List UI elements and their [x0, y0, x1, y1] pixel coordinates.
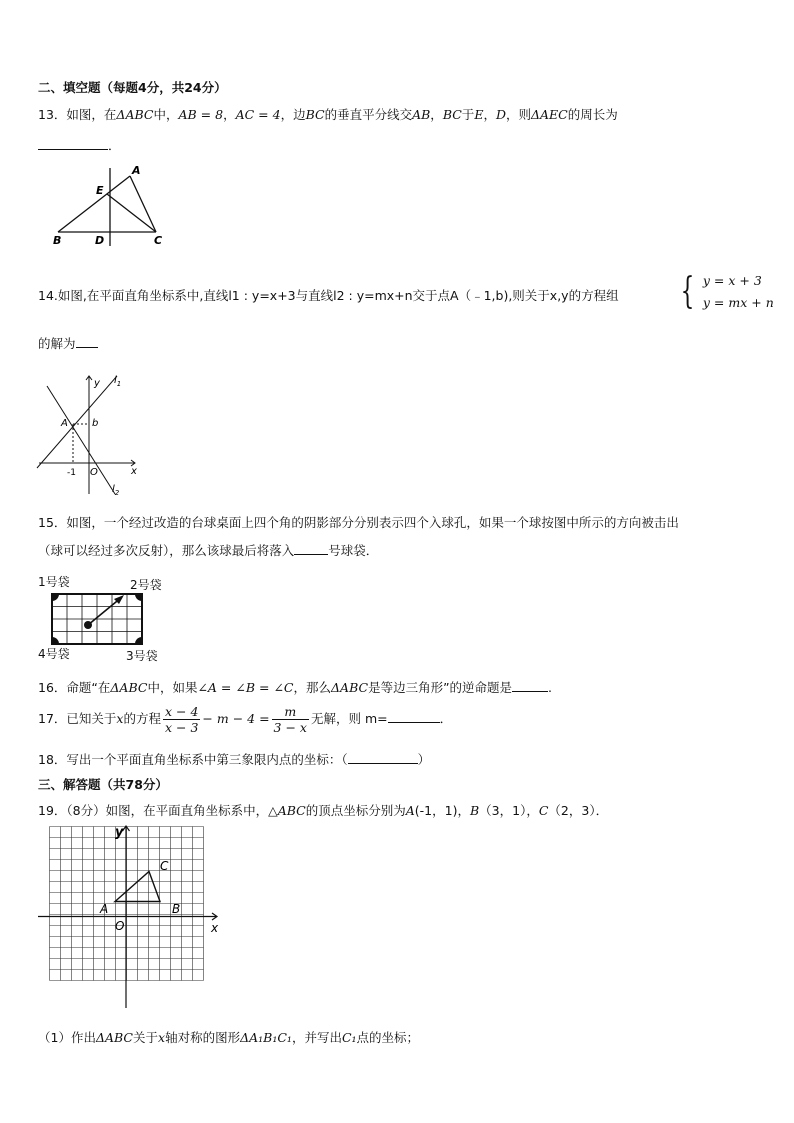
q17-middle: − m − 4 = [202, 711, 270, 726]
q19-label-B: B [172, 902, 181, 916]
q19-abc: ABC [277, 803, 306, 818]
q19-sub1-d: ，并写出 [291, 1030, 342, 1045]
q17-text-c: 无解，则 m= [310, 711, 388, 726]
q16-end: . [548, 680, 553, 695]
q13-answer-blank[interactable] [38, 137, 108, 150]
q13-label-E: E [96, 184, 104, 197]
q14-label-y: y [94, 378, 100, 389]
q13-label-D: D [95, 234, 105, 247]
q17-frac1-denominator: x − 3 [164, 720, 199, 735]
q19-label-x: x [211, 921, 219, 935]
question-16-text [38, 678, 552, 696]
q14-line-l2 [47, 386, 115, 494]
question-14-text [38, 286, 619, 304]
question-17-text [38, 700, 452, 738]
q14-label-l2: $l_2$ [112, 484, 120, 497]
q16-angles: ∠A = ∠B = ∠C [197, 680, 294, 695]
q13-label-A: A [132, 164, 141, 177]
q15-pocket-4 [52, 637, 59, 644]
q16-text-a: 16．命题“在 [38, 680, 111, 695]
section-title-solve: 三、解答题（共78分） [38, 777, 168, 792]
q14-label-l1: $l_1$ [114, 375, 122, 388]
q19-label-C: C [160, 859, 169, 873]
q14-line2 [38, 334, 98, 352]
q17-answer-blank[interactable] [388, 710, 440, 723]
q13-text-d: 的垂直平分线交 [324, 107, 413, 122]
q13-answer-line [38, 136, 121, 154]
q14-label-O: O [90, 467, 98, 478]
q13-text-c: ，边 [280, 107, 306, 122]
q13-label-C: C [154, 234, 163, 247]
q14-label-b: b [92, 418, 99, 429]
q14-eq2: y = mx + n [702, 295, 774, 310]
q18-text: 18．写出一个平面直角坐标系中第三象限内点的坐标：（ [38, 752, 348, 767]
q17-x: x [116, 711, 124, 726]
q13-segment-ec [107, 194, 156, 232]
q19-sub1-c1: C₁ [341, 1030, 357, 1045]
q19-coord-b: （3，1） [479, 803, 527, 818]
q14-label-x: x [131, 466, 137, 477]
q14-text: 如图,在平面直角坐标系中,直线l1 : y=x+3与直线l2 : y=mx+n交于点A（﹣1,b),则关于x,y的方程组 [57, 288, 619, 303]
q19-sub1-e: 点的坐标； [356, 1030, 420, 1045]
q13-ab: AB [412, 107, 431, 122]
q13-text-g: 的周长为 [567, 107, 618, 122]
q14-equation-system [676, 270, 774, 318]
q13-aec: ΔAEC [531, 107, 568, 122]
q14-number: 14. [38, 288, 58, 303]
q13-sep1: ， [223, 107, 236, 122]
q13-eq-ab: AB = 8 [178, 107, 224, 122]
q17-text-a: 17．已知关于 [38, 711, 117, 726]
q17-end: ． [439, 711, 453, 726]
q19-label-O: O [115, 919, 125, 933]
q17-fraction-1 [163, 704, 200, 735]
q17-frac2-denominator: 3 − x [273, 720, 307, 735]
q13-text-b: 中， [153, 107, 179, 122]
q13-end: ． [108, 138, 121, 153]
q15-answer-blank[interactable] [294, 542, 328, 555]
q14-label-neg1: -1 [67, 468, 76, 478]
q16-triangle: ΔABC [110, 680, 148, 695]
q14-brace: { [680, 271, 695, 312]
q17-text-b: 的方程 [123, 711, 161, 726]
q16-text-d: 是等边三角形”的逆命题是 [368, 680, 513, 695]
q16-answer-blank[interactable] [512, 679, 548, 692]
q19-sub1-a: （1）作出 [38, 1030, 96, 1045]
question-13-text [38, 105, 618, 123]
q13-sep2: ， [430, 107, 443, 122]
q14-eq1: y = x + 3 [702, 273, 762, 288]
q15-pocket-2 [135, 594, 142, 601]
q15-billiard-table [50, 592, 144, 646]
q15-bag3-label: 3号袋 [126, 649, 158, 663]
q16-text-c: ，那么 [293, 680, 332, 695]
q13-label-B: B [53, 234, 62, 247]
q14-answer-blank[interactable] [76, 335, 98, 348]
q13-text-f: ，则 [505, 107, 531, 122]
q13-bc2: BC [442, 107, 462, 122]
q13-side-ac [130, 176, 156, 232]
q15-pocket-1 [52, 594, 59, 601]
q13-sep3: ， [483, 107, 496, 122]
q19-A: A [405, 803, 415, 818]
q16-triangle2: ΔABC [331, 680, 369, 695]
q17-fraction-2 [272, 704, 309, 735]
q15-line2-b: 号球袋． [328, 543, 379, 558]
q14-coordinate-figure [35, 366, 145, 500]
q15-bag2-label: 2号袋 [130, 578, 162, 592]
q19-sep2: ， [526, 803, 539, 818]
q15-pocket-3 [135, 637, 142, 644]
q19-text-b: 的顶点坐标分别为 [305, 803, 406, 818]
q15-bag1-label: 1号袋 [38, 575, 70, 589]
q18-answer-blank[interactable] [348, 751, 418, 764]
q19-label-A: A [100, 902, 109, 916]
q13-triangle-figure [48, 160, 178, 250]
q13-text-e: 于 [461, 107, 475, 122]
q17-frac2-numerator: m [272, 704, 309, 720]
question-19-text [38, 801, 608, 819]
q13-eq-ac: AC = 4 [235, 107, 281, 122]
q19-sep1: ， [457, 803, 470, 818]
q15-line2-a: （球可以经过多次反射），那么该球最后将落入 [38, 543, 295, 558]
q13-D: D [495, 107, 506, 122]
q13-triangle: ΔABC [116, 107, 154, 122]
q15-line2 [38, 541, 378, 559]
q19-C: C [538, 803, 549, 818]
q19-coord-a: (-1，1) [414, 803, 458, 818]
q13-E: E [474, 107, 484, 122]
q19-sub1-c: 轴对称的图形 [165, 1030, 241, 1045]
q15-line1: 15．如图，一个经过改造的台球桌面上四个角的阴影部分分别表示四个入球孔，如果一个球按图中所示的方向被击出 [38, 515, 679, 530]
q17-frac1-numerator: x − 4 [164, 704, 199, 719]
q15-bag4-label: 4号袋 [38, 647, 70, 661]
q19-grid-figure [36, 822, 226, 1012]
q13-text-a: 如图，在 [66, 107, 117, 122]
q19-sub1-x: x [158, 1030, 166, 1045]
q19-coord-c: （2，3）． [548, 803, 609, 818]
question-18-text [38, 750, 430, 768]
q14-line2-text: 的解为 [38, 336, 76, 351]
q19-text-a: 19．（8分）如图，在平面直角坐标系中，△ [38, 803, 278, 818]
q15-ball [84, 621, 92, 629]
q19-B: B [469, 803, 480, 818]
q18-end: ） [417, 752, 431, 767]
q19-label-y: y [115, 825, 124, 840]
q14-label-A: A [61, 418, 68, 429]
q19-sub1-triangle2: ΔA₁B₁C₁ [240, 1030, 292, 1045]
q16-text-b: 中，如果 [147, 680, 198, 695]
q19-sub1-triangle: ΔABC [95, 1030, 133, 1045]
q19-subquestion-1 [38, 1028, 419, 1046]
q19-sub1-b: 关于 [133, 1030, 159, 1045]
section-title-fill-in: 二、填空题（每题4分，共24分） [38, 80, 227, 95]
q13-bc: BC [305, 107, 325, 122]
q13-number: 13． [38, 107, 67, 122]
